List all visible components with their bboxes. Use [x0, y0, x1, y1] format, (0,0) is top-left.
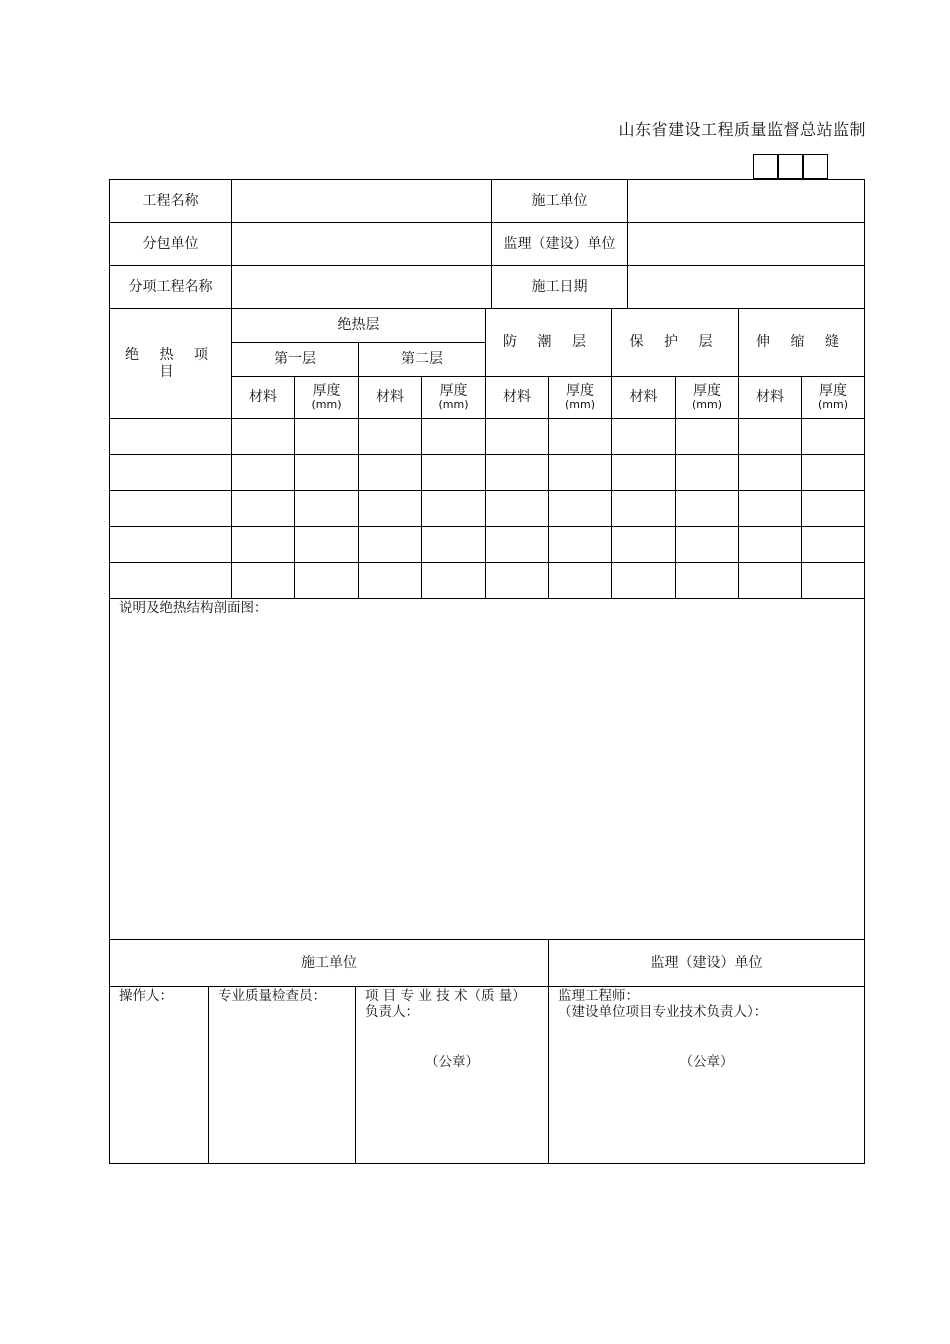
table-cell[interactable]	[739, 455, 801, 490]
table-cell[interactable]	[802, 491, 864, 526]
subcontractor-field[interactable]	[232, 223, 491, 265]
tech-lead-label	[365, 988, 543, 1020]
project-name-label: 工程名称	[142, 192, 199, 209]
signature-supervision-unit-header: 监理（建设）单位	[650, 954, 763, 971]
sub-project-name-field[interactable]	[232, 266, 491, 308]
sub-project-name-label: 分项工程名称	[128, 278, 213, 295]
table-cell[interactable]	[802, 419, 864, 454]
material-header: 材料	[629, 389, 658, 406]
construction-unit-field[interactable]	[628, 180, 864, 222]
thickness-header	[676, 377, 738, 418]
thickness-unit: (mm)	[691, 398, 722, 412]
table-cell[interactable]	[359, 419, 421, 454]
table-cell[interactable]	[549, 527, 611, 562]
supervision-unit-label: 监理（建设）单位	[503, 235, 616, 252]
table-cell[interactable]	[802, 563, 864, 598]
table-cell[interactable]	[612, 527, 675, 562]
moisture-layer-header: 防 潮 层	[503, 334, 594, 351]
table-cell[interactable]	[232, 491, 294, 526]
table-cell[interactable]	[802, 455, 864, 490]
operator-signature-area[interactable]	[110, 1006, 208, 1162]
table-cell[interactable]	[549, 563, 611, 598]
insulation-item-cell[interactable]	[110, 563, 231, 598]
table-cell[interactable]	[486, 563, 548, 598]
thickness-header	[802, 377, 864, 418]
table-cell[interactable]	[486, 455, 548, 490]
tech-lead-label-line1: 项 目 专 业 技 术（质 量）	[365, 988, 526, 1004]
project-name-field[interactable]	[232, 180, 491, 222]
table-cell[interactable]	[232, 455, 294, 490]
official-seal-right: （公章）	[679, 1054, 734, 1070]
table-cell[interactable]	[422, 527, 485, 562]
table-cell[interactable]	[739, 491, 801, 526]
insulation-layer-header: 绝热层	[337, 317, 380, 334]
table-cell[interactable]	[612, 563, 675, 598]
table-cell[interactable]	[295, 419, 358, 454]
material-header: 材料	[756, 389, 784, 406]
form-issuer-title: 山东省建设工程质量监督总站监制	[618, 120, 866, 139]
notes-drawing-area[interactable]	[110, 620, 864, 938]
thickness-label: 厚度	[439, 383, 468, 400]
table-cell[interactable]	[676, 455, 738, 490]
table-cell[interactable]	[549, 419, 611, 454]
operator-label: 操作人：	[119, 988, 173, 1004]
supervising-engineer-line1: 监理工程师：	[558, 988, 639, 1004]
supervising-engineer-label	[558, 988, 858, 1020]
thickness-label: 厚度	[818, 383, 847, 400]
table-cell[interactable]	[676, 419, 738, 454]
construction-unit-label: 施工单位	[531, 192, 588, 209]
table-cell[interactable]	[802, 527, 864, 562]
insulation-item-cell[interactable]	[110, 527, 231, 562]
table-cell[interactable]	[739, 563, 801, 598]
table-cell[interactable]	[232, 419, 294, 454]
material-header: 材料	[503, 389, 531, 406]
table-cell[interactable]	[422, 491, 485, 526]
table-cell[interactable]	[232, 527, 294, 562]
table-cell[interactable]	[295, 455, 358, 490]
thickness-unit: (mm)	[817, 398, 848, 412]
table-cell[interactable]	[232, 563, 294, 598]
thickness-label: 厚度	[565, 383, 594, 400]
protective-layer-header: 保 护 层	[629, 334, 721, 351]
table-cell[interactable]	[739, 419, 801, 454]
table-cell[interactable]	[422, 455, 485, 490]
table-cell[interactable]	[359, 491, 421, 526]
table-cell[interactable]	[549, 491, 611, 526]
thickness-label: 厚度	[692, 383, 721, 400]
construction-date-label: 施工日期	[531, 278, 588, 295]
quality-inspector-label: 专业质量检查员：	[218, 988, 326, 1004]
table-cell[interactable]	[486, 527, 548, 562]
quality-inspector-signature-area[interactable]	[209, 1006, 355, 1162]
table-cell[interactable]	[359, 563, 421, 598]
expansion-joint-header: 伸 缩 缝	[756, 334, 847, 351]
second-layer-header: 第二层	[401, 351, 443, 368]
insulation-item-cell[interactable]	[110, 491, 231, 526]
tech-lead-label-line2: 负责人：	[365, 1004, 419, 1021]
table-cell[interactable]	[422, 419, 485, 454]
insulation-item-header: 绝 热 项 目	[125, 347, 216, 380]
table-cell[interactable]	[295, 491, 358, 526]
thickness-unit: (mm)	[564, 398, 595, 412]
thickness-header	[549, 377, 611, 418]
insulation-item-cell[interactable]	[110, 455, 231, 490]
thickness-label: 厚度	[312, 383, 341, 400]
table-cell[interactable]	[612, 491, 675, 526]
construction-date-field[interactable]	[628, 266, 864, 308]
thickness-header	[422, 377, 485, 418]
supervision-unit-field[interactable]	[628, 223, 864, 265]
signature-construction-unit-header: 施工单位	[301, 954, 357, 971]
notes-label: 说明及绝热结构剖面图：	[119, 600, 268, 616]
table-cell[interactable]	[676, 563, 738, 598]
table-cell[interactable]	[612, 419, 675, 454]
thickness-unit: (mm)	[311, 398, 342, 412]
table-cell[interactable]	[295, 527, 358, 562]
form-code-box-3[interactable]	[803, 154, 828, 179]
table-cell[interactable]	[359, 527, 421, 562]
table-cell[interactable]	[359, 455, 421, 490]
table-cell[interactable]	[295, 563, 358, 598]
thickness-header	[295, 377, 358, 418]
official-seal-left: （公章）	[425, 1054, 479, 1070]
table-cell[interactable]	[612, 455, 675, 490]
insulation-item-cell[interactable]	[110, 419, 231, 454]
first-layer-header: 第一层	[274, 351, 316, 368]
table-cell[interactable]	[486, 419, 548, 454]
table-cell[interactable]	[549, 455, 611, 490]
table-cell[interactable]	[486, 491, 548, 526]
supervising-engineer-line2: （建设单位项目专业技术负责人）：	[558, 1004, 768, 1021]
table-cell[interactable]	[676, 491, 738, 526]
material-header: 材料	[376, 389, 404, 406]
material-header: 材料	[249, 389, 277, 406]
form-code-box-1[interactable]	[753, 154, 778, 179]
table-cell[interactable]	[422, 563, 485, 598]
table-cell[interactable]	[676, 527, 738, 562]
form-code-box-2[interactable]	[778, 154, 803, 179]
thickness-unit: (mm)	[438, 398, 469, 412]
subcontractor-label: 分包单位	[142, 235, 199, 252]
table-cell[interactable]	[739, 527, 801, 562]
